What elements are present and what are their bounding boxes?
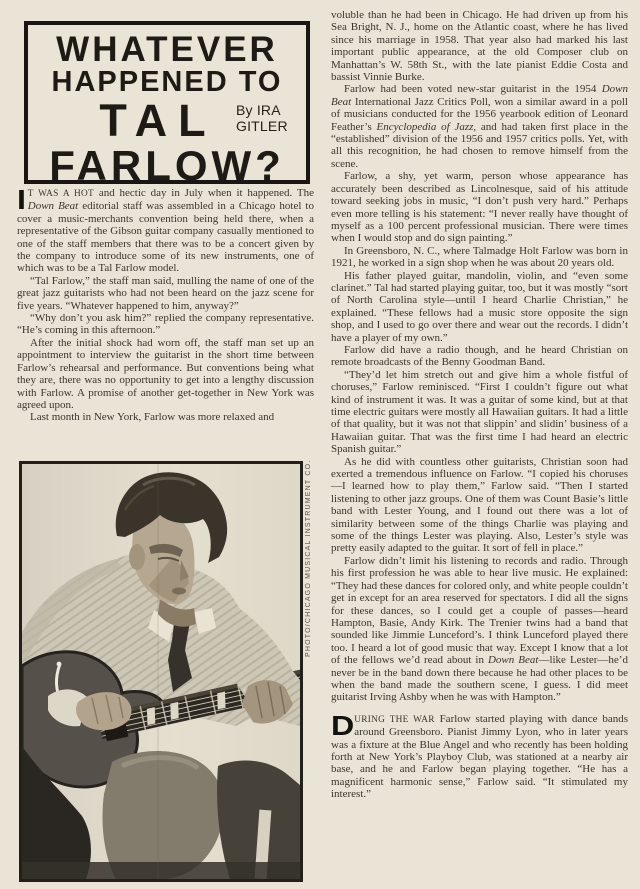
text-run: “Why don’t you ask him?” replied the company representative. “He’s coming in this afternoon.” (17, 312, 314, 337)
paragraph (17, 275, 314, 312)
paragraph (331, 344, 628, 369)
text-run: T WAS A HOT (27, 189, 95, 199)
text-run: Down Beat (487, 654, 539, 667)
text-run: “Tal Farlow,” the staff man said, mulling the name of one of the great jazz guitarists who had not been heard on the jazz scene for five years. “Whatever happened to him, anyway?” (17, 274, 314, 312)
text-run: Down Beat (331, 83, 628, 108)
paragraph (331, 456, 628, 555)
article-title-box (24, 21, 310, 190)
paragraph (17, 411, 314, 423)
text-run: As he did with countless other guitarists, Christian soon had exerted a tremendous influence on Farlow. “I copied his choruses—I learned how to play them,” Farlow said. “Then I started listening to other jazz groups. One of them was Count Basie’s little band with Lester Young, and I found out there was a lot of similarity between some of the things Charlie was playing and some of the things Lester was playing. Also, Lester’s style was pretty easily adapted to the guitar. It sort of fell in place.” (331, 455, 628, 555)
paragraph (331, 245, 628, 270)
left-column-text (17, 184, 314, 424)
drop-cap: I (17, 184, 26, 215)
paragraph (331, 170, 628, 244)
text-run: URING THE WAR (354, 714, 435, 725)
title-line-4: FARLOW? (49, 142, 285, 190)
photo-credit: PHOTO/CHICAGO MUSICAL INSTRUMENT CO. (305, 459, 312, 657)
text-run: voluble than he had been in Chicago. He had driven up from his Sea Bright, N. J., home on the Atlantic coast, where he has lived since his marriage in 1958. That year also had marked his last important public appearance, at the old Composer club on Manhattan’s W. 58th St., with the late pianist Eddie Costa and bassist Vinnie Burke. (331, 9, 628, 84)
paragraph (17, 337, 314, 411)
guitarist-illustration (22, 464, 300, 879)
title-line-1: WHATEVER (56, 30, 278, 69)
paragraph (331, 369, 628, 456)
text-run: Farlow, a shy, yet warm, person whose appearance has accurately been described as Lincolnesque, said of his attitude toward seeking jobs in music, “I don’t push very hard.” Perhaps even more telling is his statement: “I never really have thought of myself as a 100 percent professional musician. There were times when I would stop and do sign painting.” (331, 170, 628, 245)
paragraph (331, 709, 628, 801)
right-column-text (331, 9, 628, 801)
text-run: Farlow didn’t limit his listening to records and radio. Through his first profession he was able to hear live music. He explained: “They had these dances for colored only, and white people couldn’t get in except for an area reserved for spectators. I did all the signs for these dances, so I could get a couple of passes—heard Hampton, Basie, Andy Kirk. The Trenier twins had a band that sounded like Jimmie Lunceford’s. I think Lunceford played there too. I heard a lot of good music that way. Except I know that a lot of the fellows we’d read about in (331, 554, 628, 667)
paragraph (331, 83, 628, 170)
text-run: Encyclopedia of Jazz (376, 120, 474, 133)
text-run: and hectic day in July when it happened. The (94, 187, 314, 199)
paragraph (331, 9, 628, 83)
text-run: After the initial shock had worn off, the staff man set up an appointment to interview the guitarist in the short time between Farlow’s rehearsal and performance. But conventions being what they are, there was no opportunity to get into a lengthy discussion with Farlow. A promise of another get-together in New York was agreed upon. (17, 336, 314, 411)
text-run: “They’d let him stretch out and give him a whole fistful of choruses,” Farlow reminisced. “First I couldn’t figure out what kind of instrument it was. It was a guitar of some kind, but at that time electric guitars were mostly all Hawaiian guitars. It had a little of that quality, but it was not that slippin’ and slidin’ business of a Hawaiian guitar. That was the first time I had heard an electric Spanish guitar.” (331, 368, 628, 456)
paragraph (17, 184, 314, 275)
paragraph (331, 555, 628, 704)
tal-farlow-photo (19, 461, 303, 882)
text-run: editorial staff was assembled in a Chicago hotel to cover a music-merchants convention being held there, when a representative of the Gibson guitar company casually mentioned to one of the staff members that there was to be a concert given by the company to introduce some of its new instruments, one of which was to be a Tal Farlow model. (17, 200, 314, 275)
text-run: His father played guitar, mandolin, violin, and “even some clarinet.” Tal had started playing guitar, too, but it was mostly “sort of North Carolina style—until I heard Charlie Christian,” he explained. “These fellows had a music store opposite the sign shop, and I used to go over there and wear out the records. I didn’t have a player of my own.” (331, 269, 628, 344)
text-run: International Jazz Critics Poll, won a similar award in a poll of musicians conducted for the 1956 yearbook edition of Leonard Feather’s (331, 95, 628, 133)
text-run: Farlow did have a radio though, and he heard Christian on remote broadcasts of the Benny Goodman Band. (331, 343, 628, 369)
title-line-2: HAPPENED TO (51, 66, 283, 98)
text-run: , and had taken first place in the “established” division of the 1956 and 1957 critics polls. Yet, with all this recognition, he had chosen to remove himself from the scene. (331, 120, 628, 170)
byline: By IRA GITLER (236, 102, 288, 135)
drop-cap: D (331, 709, 355, 741)
text-run: In Greensboro, N. C., where Talmadge Holt Farlow was born in 1921, he worked in a sign shop when he was about 20 years old. (331, 244, 628, 270)
text-run: Farlow had been voted new-star guitarist in the 1954 (344, 83, 602, 96)
text-run: Farlow started playing with dance bands around Greensboro. Pianist Jimmy Lyon, who in later years was a fixture at the Blue Angel and who recently has been holding forth at New York’s Playboy Club, was stationed at a nearby air base, and he and Farlow began playing together. “He has a magnificent harmonic sense,” Farlow said. “It stimulated my interest.” (331, 712, 628, 801)
text-run: Down Beat (27, 200, 79, 213)
text-run: Last month in New York, Farlow was more relaxed and (30, 411, 275, 424)
paragraph (331, 270, 628, 344)
text-run: —like Lester—he’d never be in the band down there because he had other places to be when the band made the southern scene, I guess. I did meet guitarist Irving Ashby when he was with Hampton.” (331, 654, 628, 704)
paragraph (17, 312, 314, 337)
title-line-3: TAL (99, 95, 217, 147)
